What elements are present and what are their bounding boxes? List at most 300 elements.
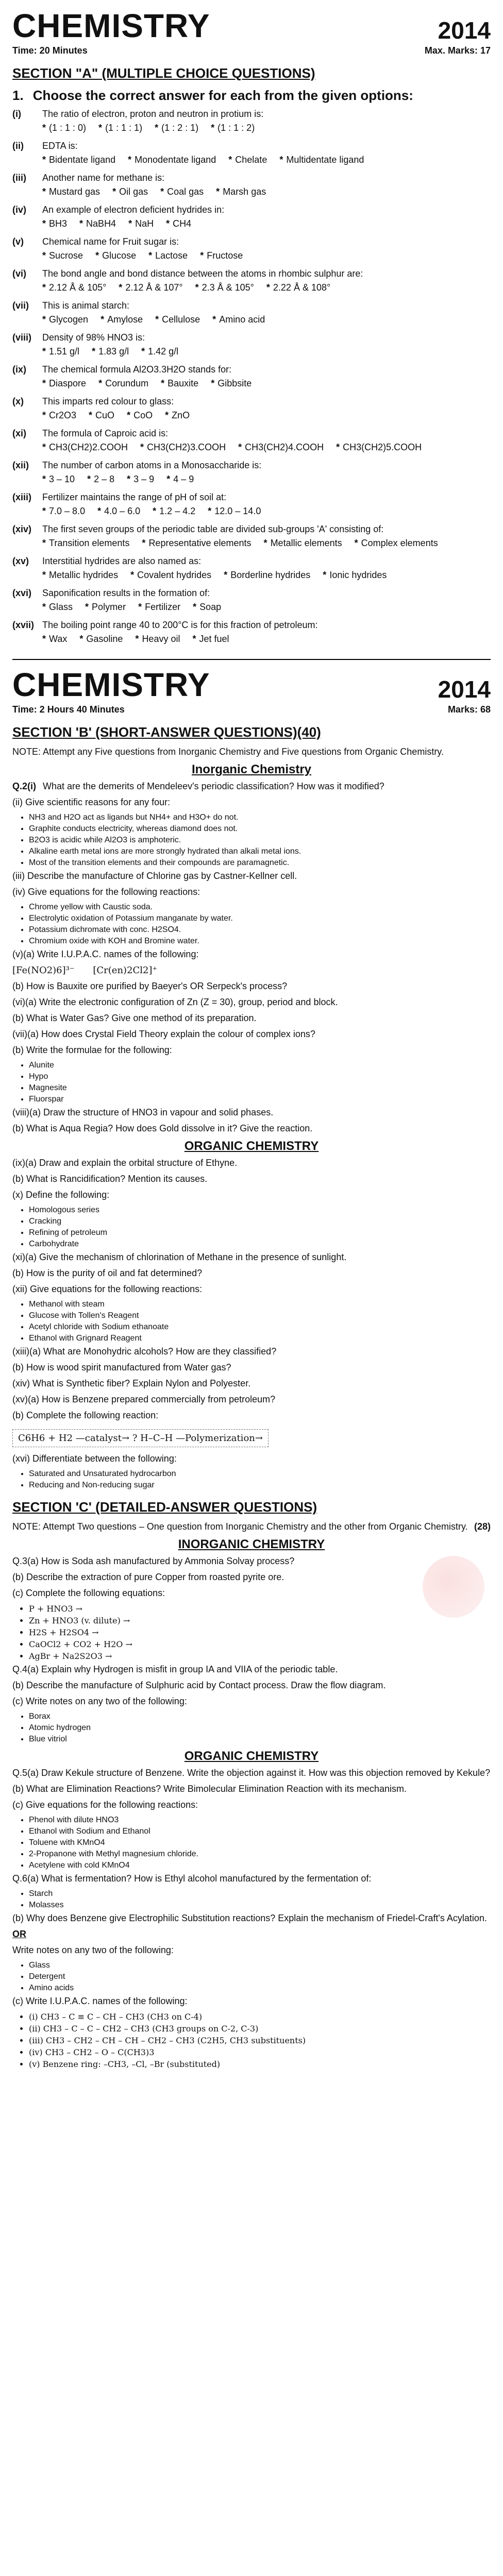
paper2-header	[12, 668, 491, 701]
mcq-option	[98, 123, 142, 133]
section-c-note-text: NOTE: Attempt Two questions – One question from Inorganic Chemistry and the other from Organic Chemistry.	[12, 1521, 468, 1532]
mcq-body	[42, 492, 491, 517]
q4-a: Q.4(a) Explain why Hydrogen is misfit in group IA and VIIA of the periodic table.	[12, 1664, 338, 1674]
organic-title: ORGANIC CHEMISTRY	[184, 1139, 319, 1153]
mcq-option-text: Sucrose	[49, 250, 83, 261]
mcq-item	[12, 492, 491, 517]
mcq-option-text: Chelate	[235, 155, 267, 165]
mcq-number: (xvii)	[12, 620, 35, 630]
q5-c: (c) Give equations for the following reactions:	[12, 1800, 198, 1810]
mcq-option-text: ZnO	[172, 410, 190, 420]
bullet-icon: *	[161, 378, 165, 388]
org-xvb-reaction: C6H6 + H2 —catalyst→ ? H–C–H —Polymerization→	[12, 1429, 269, 1447]
mcq-option-text: CH4	[173, 218, 192, 229]
mcq-body	[42, 524, 491, 549]
mcq-option-text: 1.83 g/l	[98, 346, 129, 357]
paper2-subject: CHEMISTRY	[12, 666, 210, 703]
org-ixb: (b) What is Rancidification? Mention its causes.	[12, 1174, 208, 1184]
bullet-icon: *	[148, 250, 153, 261]
mcq-option	[130, 570, 211, 581]
bullet-icon: *	[42, 538, 46, 548]
mcq-option-text: Metallic hydrides	[49, 570, 119, 580]
q4-notes	[29, 1712, 491, 1744]
mcq-option-text: Monodentate ligand	[135, 155, 216, 165]
mcq-option	[155, 123, 198, 133]
organic-title-2: ORGANIC CHEMISTRY	[184, 1749, 319, 1763]
reaction-item: • Electrolytic oxidation of Potassium manganate by water.	[29, 914, 491, 923]
q2-viiia: (viii)(a) Draw the structure of HNO3 in vapour and solid phases.	[12, 1107, 274, 1117]
option-item: • Starch	[29, 1889, 491, 1899]
mcq-option	[264, 538, 342, 549]
mcq-option	[211, 123, 255, 133]
mcq-option	[95, 250, 136, 261]
mcq-option	[98, 378, 148, 389]
structure-item: • (iii) CH3 – CH2 – CH – CH – CH2 – CH3 (C2H5, CH3 substituents)	[29, 2036, 491, 2045]
mcq-options	[42, 314, 491, 325]
mcq-option-text: CuO	[95, 410, 115, 420]
org-xiv: (xiv) What is Synthetic fiber? Explain Nylon and Polyester.	[12, 1378, 251, 1388]
mcq-body	[42, 460, 491, 485]
bullet-icon: *	[141, 346, 145, 357]
mcq-number: (viii)	[12, 332, 32, 343]
paper2-time: Time: 2 Hours 40 Minutes	[12, 704, 125, 715]
mcq-option-text: 2.12 Å & 105°	[49, 282, 107, 293]
org-xvb: (b) Complete the following reaction:	[12, 1410, 159, 1420]
mcq-question: This imparts red colour to glass:	[42, 396, 174, 406]
mcq-option	[135, 634, 180, 645]
bullet-icon: *	[211, 123, 215, 133]
mcq-option	[42, 474, 75, 485]
q3-c: (c) Complete the following equations:	[12, 1588, 165, 1598]
mcq-body	[42, 396, 491, 421]
mcq-option-text: Polymer	[92, 602, 126, 612]
mcq-option-text: Cellulose	[162, 314, 200, 325]
mcq-body	[42, 556, 491, 581]
bullet-icon: *	[98, 378, 103, 388]
mcq-option-text: Corundum	[105, 378, 149, 388]
reason-item: • Graphite conducts electricity, whereas diamond does not.	[29, 824, 491, 834]
paper2-marks: Marks: 68	[447, 704, 491, 715]
mcq-option	[79, 634, 123, 645]
mcq-option-text: NaH	[135, 218, 154, 229]
mcq-option-text: Covalent hydrides	[137, 570, 212, 580]
paper1-section	[12, 9, 491, 645]
mcq-option-text: (1 : 2 : 1)	[161, 123, 199, 133]
mcq-option-text: CH3(CH2)3.COOH	[147, 442, 226, 452]
mcq-option-text: 7.0 – 8.0	[49, 506, 86, 516]
bullet-icon: *	[42, 570, 46, 580]
mcq-option-text: BH3	[49, 218, 68, 229]
mcq-option	[238, 442, 324, 453]
mcq-item	[12, 173, 491, 197]
mcq-question: The chemical formula Al2O3.3H2O stands for:	[42, 364, 232, 375]
mcq-option	[138, 602, 180, 613]
mcq-body	[42, 236, 491, 261]
reaction-item: • 2-Propanone with Methyl magnesium chloride.	[29, 1850, 491, 1859]
bullet-icon: *	[119, 282, 123, 293]
mcq-option	[42, 250, 83, 261]
mcq-option-text: 1.51 g/l	[49, 346, 80, 357]
reaction-item: • Phenol with dilute HNO3	[29, 1816, 491, 1825]
bullet-icon: *	[98, 123, 103, 133]
bullet-icon: *	[228, 155, 232, 165]
q2-label: Q.2(i)	[12, 781, 37, 791]
mcq-option	[128, 155, 216, 165]
q6-b: (b) Why does Benzene give Electrophilic Substitution reactions? Explain the mechanism of Friedel-Craft's Acylation.	[12, 1913, 487, 1923]
mcq-option	[160, 187, 204, 197]
mcq-number: (i)	[12, 109, 21, 119]
mcq-question: The first seven groups of the periodic table are divided sub-groups 'A' consisting of:	[42, 524, 384, 534]
mcq-option-text: CoO	[133, 410, 153, 420]
mcq-option-text: Diaspore	[49, 378, 87, 388]
mcq-option	[166, 218, 191, 229]
divider	[12, 659, 491, 660]
mcq-options	[42, 538, 491, 549]
mcq-option-text: Mustard gas	[49, 187, 100, 197]
bullet-icon: *	[211, 378, 215, 388]
mcq-option	[119, 282, 182, 293]
mcq-option-text: Fertilizer	[145, 602, 181, 612]
q6-a: Q.6(a) What is fermentation? How is Ethyl alcohol manufactured by the fermentation of:	[12, 1873, 372, 1884]
q3-b: (b) Describe the extraction of pure Copper from roasted pyrite ore.	[12, 1572, 284, 1582]
mcq-item	[12, 268, 491, 293]
mcq-option-text: Fructose	[207, 250, 243, 261]
mcq-option-text: Metallic elements	[270, 538, 342, 548]
bullet-icon: *	[200, 250, 204, 261]
mcq-list	[12, 109, 491, 645]
mcq-option-text: Marsh gas	[223, 187, 266, 197]
mcq-option	[42, 506, 85, 517]
mcq-option-text: Bauxite	[167, 378, 199, 388]
bullet-icon: *	[323, 570, 327, 580]
bullet-icon: *	[79, 634, 83, 644]
q2-iii: (iii) Describe the manufacture of Chlorine gas by Castner-Kellner cell.	[12, 871, 297, 881]
section-b-note: NOTE: Attempt any Five questions from Inorganic Chemistry and Five questions from Organic Chemistry.	[12, 747, 444, 757]
mineral-item: • Magnesite	[29, 1083, 491, 1093]
q2-iv: (iv) Give equations for the following reactions:	[12, 887, 200, 897]
mcq-option-text: Jet fuel	[199, 634, 229, 644]
q2-ii: (ii) Give scientific reasons for any four:	[12, 797, 171, 807]
mcq-number: (xii)	[12, 460, 29, 470]
mcq-option-text: Glucose	[102, 250, 137, 261]
mcq-question: The bond angle and bond distance between the atoms in rhombic sulphur are:	[42, 268, 363, 279]
bullet-icon: *	[193, 602, 197, 612]
mcq-option	[97, 506, 140, 517]
mcq-question: Interstitial hydrides are also named as:	[42, 556, 202, 566]
mcq-number: (xiii)	[12, 492, 32, 502]
mcq-options	[42, 250, 491, 261]
bullet-icon: *	[263, 538, 267, 548]
mcq-option	[211, 378, 252, 389]
bullet-icon: *	[42, 474, 46, 484]
mcq-question: Density of 98% HNO3 is:	[42, 332, 145, 343]
inorganic-title-2: INORGANIC CHEMISTRY	[178, 1537, 325, 1551]
mcq-option-text: 4.0 – 6.0	[104, 506, 141, 516]
equation-item: • Zn + HNO3 (v. dilute) →	[29, 1616, 491, 1625]
mcq-option	[165, 410, 190, 421]
q6-d: (c) Write I.U.P.A.C. names of the following:	[12, 1996, 188, 2006]
mcq-body	[42, 588, 491, 613]
mcq-question: Fertilizer maintains the range of pH of soil at:	[42, 492, 227, 502]
mcq-question: Saponification results in the formation of:	[42, 588, 210, 598]
mcq-option-text: Oil gas	[119, 187, 148, 197]
mcq-question: Chemical name for Fruit sugar is:	[42, 236, 179, 247]
mcq-number: (ix)	[12, 364, 26, 375]
bullet-icon: *	[208, 506, 212, 516]
bullet-icon: *	[140, 442, 144, 452]
org-xii: (xii) Give equations for the following reactions:	[12, 1284, 203, 1294]
q6-a-opts	[29, 1889, 491, 1910]
mineral-item: • Alunite	[29, 1061, 491, 1070]
bullet-icon: *	[42, 155, 46, 165]
mcq-option	[42, 410, 76, 421]
mcq-option	[155, 314, 200, 325]
mcq-question: The ratio of electron, proton and neutron in protium is:	[42, 109, 264, 119]
mcq-option	[100, 314, 143, 325]
mcq-question: Another name for methane is:	[42, 173, 165, 183]
paper2-year: 2014	[438, 676, 491, 703]
bullet-icon: *	[354, 538, 358, 548]
mcq-option-text: (1 : 1 : 2)	[217, 123, 255, 133]
equation-item: • Ethanol with Grignard Reagent	[29, 1334, 491, 1343]
q6-notes	[29, 1961, 491, 1993]
paper1-time: Time: 20 Minutes	[12, 45, 88, 56]
bullet-icon: *	[165, 410, 169, 420]
mcq-option	[85, 602, 126, 613]
reason-item: • B2O3 is acidic while Al2O3 is amphoteric.	[29, 836, 491, 845]
mcq-option-text: Amino acid	[219, 314, 265, 325]
bullet-icon: *	[42, 187, 46, 197]
org-xiiia: (xiii)(a) What are Monohydric alcohols? How are they classified?	[12, 1346, 277, 1357]
mcq-item	[12, 141, 491, 165]
mcq-body	[42, 268, 491, 293]
equation-item: • CaOCl2 + CO2 + H2O →	[29, 1639, 491, 1649]
bullet-icon: *	[128, 155, 132, 165]
mcq-item	[12, 428, 491, 453]
paper1-section-title: SECTION "A" (MULTIPLE CHOICE QUESTIONS)	[12, 65, 315, 81]
bullet-icon: *	[87, 474, 91, 484]
mcq-options	[42, 346, 491, 357]
structure-item: • (v) Benzene ring: –CH3, –Cl, –Br (substituted)	[29, 2059, 491, 2069]
mcq-option	[42, 602, 73, 613]
mcq-option-text: Gibbsite	[217, 378, 252, 388]
bullet-icon: *	[138, 602, 142, 612]
bullet-icon: *	[42, 410, 46, 420]
mcq-item	[12, 524, 491, 549]
mcq-option	[355, 538, 438, 549]
mcq-body	[42, 141, 491, 165]
note-item: • Glass	[29, 1961, 491, 1970]
mcq-option	[140, 442, 226, 453]
mcq-option	[228, 155, 267, 165]
reaction-item: • Chromium oxide with KOH and Bromine water.	[29, 937, 491, 946]
mcq-option-text: 4 – 9	[173, 474, 194, 484]
mcq-number: (iii)	[12, 173, 26, 183]
mcq-item	[12, 396, 491, 421]
mcq-item	[12, 332, 491, 357]
mcq-option	[336, 442, 422, 453]
mcq-option	[142, 538, 251, 549]
mcq-option	[42, 218, 67, 229]
complex-formula: [Fe(NO2)6]³⁻	[12, 965, 75, 976]
section-c-title: SECTION 'C' (DETAILED-ANSWER QUESTIONS)	[12, 1499, 317, 1515]
mcq-option	[42, 346, 79, 357]
bullet-icon: *	[42, 378, 46, 388]
mcq-option	[87, 474, 114, 485]
mcq-number: (v)	[12, 236, 24, 247]
mcq-options	[42, 506, 491, 517]
bullet-icon: *	[238, 442, 242, 452]
org-xiiib: (b) How is wood spirit manufactured from Water gas?	[12, 1362, 231, 1372]
mcq-number: (xv)	[12, 556, 29, 566]
mcq-option	[208, 506, 261, 517]
note-item: • Blue vitriol	[29, 1735, 491, 1744]
mcq-body	[42, 300, 491, 325]
note-item: • Borax	[29, 1712, 491, 1721]
mcq-number: (vi)	[12, 268, 26, 279]
mcq-number: (xvi)	[12, 588, 32, 598]
q2-va-formulas	[12, 965, 491, 976]
mcq-option-text: (1 : 1 : 0)	[49, 123, 87, 133]
mcq-body	[42, 205, 491, 229]
q5-rx	[29, 1816, 491, 1870]
q2-minerals	[29, 1061, 491, 1104]
mcq-option	[323, 570, 387, 581]
mcq-option	[42, 378, 86, 389]
mcq-option-text: Soap	[199, 602, 222, 612]
mcq-options	[42, 634, 491, 645]
q2-reactions	[29, 903, 491, 946]
mcq-option	[195, 282, 254, 293]
mcq-item	[12, 460, 491, 485]
mcq-option	[127, 474, 154, 485]
q5-a: Q.5(a) Draw Kekule structure of Benzene. Write the objection against it. How was this objection removed by Kekule?	[12, 1768, 491, 1778]
mcq-question: An example of electron deficient hydrides in:	[42, 205, 225, 215]
mcq-option-text: Complex elements	[361, 538, 438, 548]
mcq-options	[42, 378, 491, 389]
mcq-option	[42, 123, 86, 133]
mcq-option-text: 2 – 8	[94, 474, 115, 484]
mcq-body	[42, 109, 491, 133]
mcq-option-text: Gasoline	[86, 634, 123, 644]
mcq-item	[12, 205, 491, 229]
mcq-question: The number of carbon atoms in a Monosaccharide is:	[42, 460, 262, 470]
q2-reasons	[29, 813, 491, 868]
mcq-options	[42, 410, 491, 421]
q4-b: (b) Describe the manufacture of Sulphuric acid by Contact process. Draw the flow diagram.	[12, 1680, 386, 1690]
mcq-option-text: Glycogen	[49, 314, 89, 325]
mcq-option-text: 12.0 – 14.0	[214, 506, 261, 516]
note-item: • Amino acids	[29, 1984, 491, 1993]
q2-via: (vi)(a) Write the electronic configuration of Zn (Z = 30), group, period and block.	[12, 997, 338, 1007]
mcq-item	[12, 364, 491, 389]
q6-structs	[29, 2012, 491, 2069]
q2-va: (v)(a) Write I.U.P.A.C. names of the following:	[12, 949, 199, 959]
q3-eqs	[29, 1604, 491, 1661]
paper2-meta	[12, 704, 491, 715]
org-x: (x) Define the following:	[12, 1190, 110, 1200]
reason-item: • Most of the transition elements and their compounds are paramagnetic.	[29, 858, 491, 868]
q2-i	[12, 781, 491, 792]
equation-item: • H2S + H2SO4 →	[29, 1628, 491, 1637]
mcq-body	[42, 173, 491, 197]
reason-item: • NH3 and H2O act as ligands but NH4+ and H3O+ do not.	[29, 813, 491, 822]
mcq-option	[42, 538, 129, 549]
mcq-option	[141, 346, 178, 357]
mcq-body	[42, 364, 491, 389]
section-c-marks: (28)	[474, 1521, 491, 1532]
q2-vb: (b) How is Bauxite ore purified by Baeyer's OR Serpeck's process?	[12, 981, 288, 991]
mcq-option-text: Wax	[49, 634, 68, 644]
structure-item: • (ii) CH3 – C – C – CH2 – CH3 (CH3 groups on C-2, C-3)	[29, 2024, 491, 2033]
bullet-icon: *	[42, 442, 46, 452]
bullet-icon: *	[142, 538, 146, 548]
bullet-icon: *	[155, 123, 159, 133]
mcq-option-text: (1 : 1 : 1)	[105, 123, 143, 133]
q5-b: (b) What are Elimination Reactions? Write Bimolecular Elimination Reaction with its mechanism.	[12, 1784, 407, 1794]
mineral-item: • Fluorspar	[29, 1095, 491, 1104]
bullet-icon: *	[42, 250, 46, 261]
complex-formula: [Cr(en)2Cl2]⁺	[93, 965, 158, 976]
equation-item: • Acetyl chloride with Sodium ethanoate	[29, 1323, 491, 1332]
section-b-title: SECTION 'B' (SHORT-ANSWER QUESTIONS)(40)	[12, 724, 321, 740]
mcq-options	[42, 442, 491, 453]
mcq-question: This is animal starch:	[42, 300, 130, 311]
bullet-icon: *	[127, 474, 131, 484]
mcq-option-text: Bidentate ligand	[49, 155, 116, 165]
q2-viiib: (b) What is Aqua Regia? How does Gold dissolve in it? Give the reaction.	[12, 1123, 313, 1133]
mcq-option	[42, 187, 100, 197]
mcq-option-text: 1.2 – 4.2	[159, 506, 196, 516]
bullet-icon: *	[130, 570, 135, 580]
difference-item: • Saturated and Unsaturated hydrocarbon	[29, 1469, 491, 1479]
mcq-item	[12, 588, 491, 613]
structure-item: • (iv) CH3 – CH2 – O – C(CH3)3	[29, 2047, 491, 2057]
q2-viia: (vii)(a) How does Crystal Field Theory explain the colour of complex ions?	[12, 1029, 315, 1039]
mcq-item	[12, 300, 491, 325]
mcq-number: (ii)	[12, 141, 24, 151]
mcq-option	[161, 378, 198, 389]
mcq-option	[42, 570, 118, 581]
q6-or: OR	[12, 1929, 26, 1939]
mcq-option	[200, 250, 243, 261]
paper1-marks: Max. Marks: 17	[424, 45, 491, 56]
definition-item: • Carbohydrate	[29, 1240, 491, 1249]
bullet-icon: *	[192, 634, 196, 644]
note-item: • Detergent	[29, 1972, 491, 1981]
bullet-icon: *	[266, 282, 270, 293]
mcq-option	[89, 410, 114, 421]
mcq-option-text: 2.3 Å & 105°	[202, 282, 254, 293]
mcq-number: (vii)	[12, 300, 29, 311]
mcq-option-text: Glass	[49, 602, 73, 612]
mcq-item	[12, 236, 491, 261]
inorganic-title: Inorganic Chemistry	[191, 762, 312, 776]
definition-item: • Refining of petroleum	[29, 1228, 491, 1238]
mcq-option	[279, 155, 364, 165]
bullet-icon: *	[224, 570, 228, 580]
mcq-option-text: Lactose	[155, 250, 188, 261]
mcq-body	[42, 620, 491, 645]
mcq-option-text: Transition elements	[49, 538, 130, 548]
mcq-options	[42, 218, 491, 229]
bullet-icon: *	[112, 187, 116, 197]
bullet-icon: *	[42, 123, 46, 133]
mcq-option-text: Multidentate ligand	[286, 155, 364, 165]
bullet-icon: *	[153, 506, 157, 516]
bullet-icon: *	[166, 218, 170, 229]
bullet-icon: *	[42, 602, 46, 612]
